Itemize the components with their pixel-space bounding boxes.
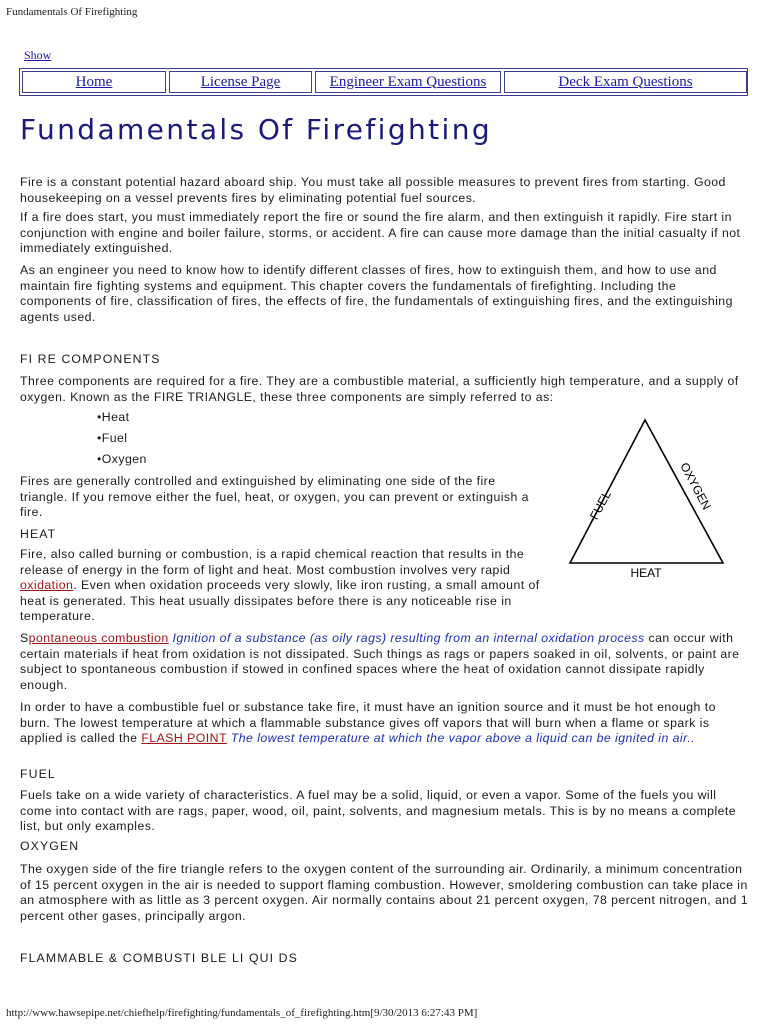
heat-text: In order to have a combustible fuel or substance take fire, it must have an ignition source and it must be hot enough to burn. The lowest temperature at which a flammable substance gives off vapors that will burn when a flame or spark is applied is called the <box>20 700 716 746</box>
heat-paragraph-1 <box>20 547 540 625</box>
nav-home-link[interactable]: Home <box>22 71 166 93</box>
heat-text: . Even when oxidation proceeds very slowly, like iron rusting, a small amount of heat is generated. This heat usually dissipates before there is any noticeable rise in temperature. <box>20 578 540 624</box>
bullet-fuel: •Fuel <box>97 431 128 445</box>
nav-license-link[interactable]: License Page <box>169 71 312 93</box>
nav-engineer-exam-link[interactable]: Engineer Exam Questions <box>315 71 501 93</box>
oxygen-paragraph: The oxygen side of the fire triangle refers to the oxygen content of the surrounding air. Ordinarily, a minimum concentration of 15 percent oxygen in the air is needed to support flaming combustion. However, smoldering combustion can take place in an atmosphere with as little as 3 percent oxygen. Air normally contains about 21 percent oxygen, 78 percent nitrogen, and 1 percent other gases, principally argon. <box>20 862 748 923</box>
bullet-heat: •Heat <box>97 410 130 424</box>
oxidation-link[interactable]: oxidation <box>20 578 74 593</box>
extinguish-paragraph: Fires are generally controlled and extinguished by eliminating one side of the fire triangle. If you remove either the fuel, heat, or oxygen, you can prevent or extinguish a fire. <box>20 474 529 520</box>
definition-text: Ignition of a substance (as oily rags) resulting from an internal oxidation process <box>168 631 645 645</box>
fire-components-text: Three components are required for a fire. They are a combustible material, a sufficiently high temperature, and a supply of oxygen. Known as the FIRE TRIANGLE, these three components are simply referred to as: <box>20 374 739 404</box>
flash-point-paragraph <box>20 700 748 747</box>
nav-deck-exam-link[interactable]: Deck Exam Questions <box>504 71 747 93</box>
fuel-paragraph: Fuels take on a wide variety of characteristics. A fuel may be a solid, liquid, or even a vapor. Some of the fuels you will come into contact with are rags, paper, wood, oil, paint, solvents, and magnesium metals. This is by no means a complete list, but only examples. <box>20 788 737 834</box>
intro-paragraph-1: Fire is a constant potential hazard aboard ship. You must take all possible measures to prevent fires from starting. Good housekeeping on a vessel prevents fires by eliminating potential fuel sources. <box>20 175 726 205</box>
intro-paragraph-3: As an engineer you need to know how to identify different classes of fires, how to extinguish them, and how to use and maintain fire fighting systems and equipment. This chapter covers the fundamentals of firefighting. Including the components of fire, classification of fires, the effects of fire, the fundamentals of extinguishing fires, and the extinguishing agents used. <box>20 263 733 324</box>
heat-text: S <box>20 631 29 645</box>
bullet-oxygen: •Oxygen <box>97 452 147 466</box>
flammable-liquids-heading: FLAMMABLE & COMBUSTI BLE LI QUI DS <box>20 951 298 965</box>
heat-text: Fire, also called burning or combustion, is a rapid chemical reaction that results in the release of energy in the form of light and heat. Most combustion involves very rapid <box>20 547 525 577</box>
heat-text: can occur with certain materials if heat from oxidation is not dissipated. Such things as rags or papers soaked in oil, solvents, or paint are subject to spontaneous combustion if stowed in confined spaces where the heat of oxidation cannot dissipate rapidly enough. <box>20 631 740 692</box>
browser-header: Fundamentals Of Firefighting <box>6 6 138 18</box>
definition-text: . <box>691 731 695 746</box>
heat-heading: HEAT <box>20 527 57 541</box>
triangle-fuel-label: FUEL <box>587 488 614 522</box>
spontaneous-paragraph <box>20 631 748 693</box>
page-title: Fundamentals Of Firefighting <box>20 113 493 146</box>
fuel-heading: FUEL <box>20 767 56 781</box>
flash-point-link[interactable]: FLASH POINT <box>141 731 227 746</box>
intro-paragraph-2: If a fire does start, you must immediately report the fire or sound the fire alarm, and then extinguish it rapidly. Fire start in conjunction with engine and boiler failure, storms, or accident. A fire can cause more damage than the initial casualty if not immediately extinguished. <box>20 210 741 256</box>
fire-triangle-diagram <box>560 415 740 585</box>
definition-text: The lowest temperature at which the vapor above a liquid can be ignited in air. <box>226 731 692 746</box>
oxygen-heading: OXYGEN <box>20 839 80 853</box>
fire-components-heading: FI RE COMPONENTS <box>20 352 161 366</box>
nav-bar <box>19 68 748 96</box>
triangle-heat-label: HEAT <box>630 566 662 580</box>
show-link[interactable]: Show <box>24 48 52 62</box>
browser-footer: http://www.hawsepipe.net/chiefhelp/firefighting/fundamentals_of_firefighting.htm[9/30/2013 6:27:43 PM] <box>6 1007 478 1019</box>
spontaneous-combustion-link[interactable]: pontaneous combustion <box>28 631 169 645</box>
triangle-oxygen-label: OXYGEN <box>677 460 714 513</box>
